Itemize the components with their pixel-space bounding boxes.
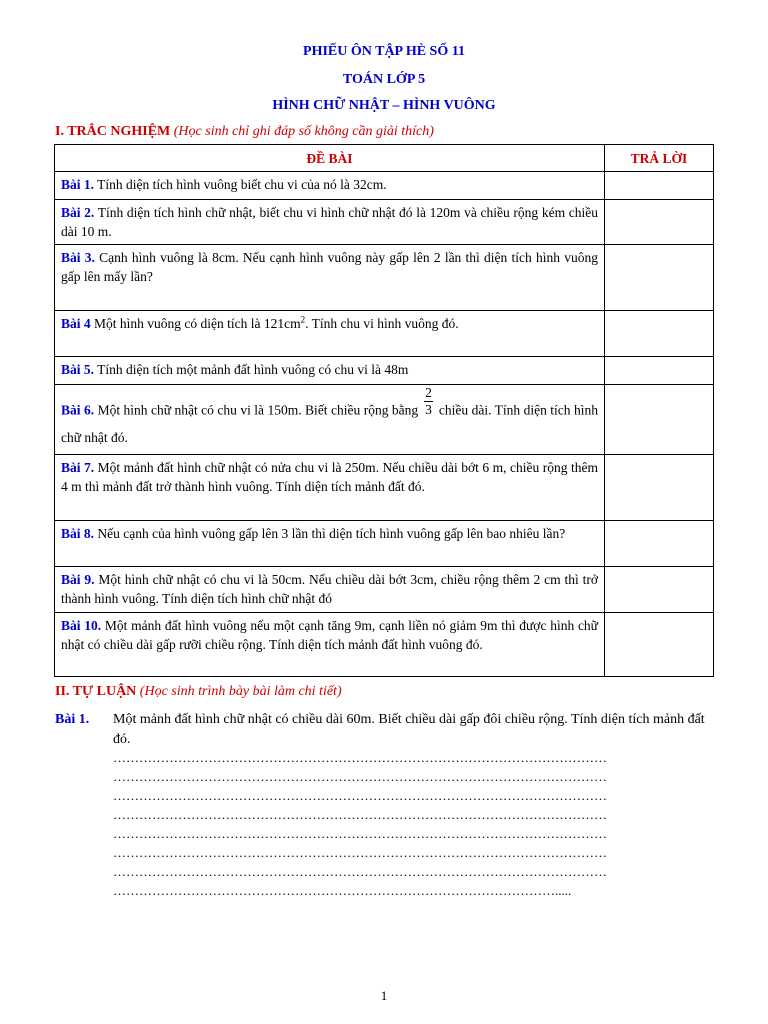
- question-text: Tính diện tích hình chữ nhật, biết chu vi hình chữ nhật đó là 120m và chiều rộng kém chiều dài 10 m.: [61, 205, 598, 239]
- question-cell: [55, 357, 605, 385]
- question-cell: [55, 172, 605, 200]
- question-label: Bài 2.: [61, 205, 95, 220]
- question-label: Bài 9.: [61, 572, 95, 587]
- question-cell: [55, 567, 605, 613]
- question-text: Cạnh hình vuông là 8cm. Nếu cạnh hình vuông này gấp lên 2 lần thì diện tích hình vuông gấp lên mấy lần?: [61, 250, 598, 284]
- section-2-title: II. TỰ LUẬN: [55, 684, 137, 699]
- essay-question: [55, 710, 715, 747]
- table-header-row: [55, 145, 714, 172]
- section-1-note: (Học sinh chỉ ghi đáp số không cần giải thích): [173, 124, 434, 139]
- question-text: Tính diện tích hình vuông biết chu vi của nó là 32cm.: [97, 177, 387, 192]
- answer-line[interactable]: ……………………………………………………………………………………………………: [113, 807, 607, 822]
- essay-text: Một mảnh đất hình chữ nhật có chiều dài 60m. Biết chiều dài gấp đôi chiều rộng. Tính diện tích mảnh đất đó.: [113, 712, 705, 747]
- column-header-question: ĐỀ BÀI: [55, 145, 605, 172]
- question-cell: [55, 455, 605, 521]
- table-row: [55, 245, 714, 311]
- answer-line[interactable]: ……………………………………………………………………………………………………: [113, 788, 607, 803]
- table-row: [55, 200, 714, 245]
- answer-cell[interactable]: [605, 311, 714, 357]
- question-label: Bài 5.: [61, 362, 95, 377]
- answer-line[interactable]: ……………………………………………………………………………………………………: [113, 864, 607, 879]
- question-text-b: chiều dài. Tính diện tích hình chữ nhật đó.: [61, 402, 599, 445]
- answer-line[interactable]: ……………………………………………………………………………………………………: [113, 750, 607, 765]
- table-row: [55, 311, 714, 357]
- answer-cell[interactable]: [605, 357, 714, 385]
- section-1-heading: [55, 124, 434, 140]
- table-row: [55, 357, 714, 385]
- answer-cell[interactable]: [605, 245, 714, 311]
- column-header-answer: TRẢ LỜI: [605, 145, 714, 172]
- question-text: Tính diện tích một mảnh đất hình vuông có chu vi là 48m: [97, 362, 409, 377]
- answer-cell[interactable]: [605, 567, 714, 613]
- essay-label: Bài 1.: [55, 712, 90, 727]
- answer-line-last[interactable]: ………………………………………………………………………………………….....: [113, 883, 572, 898]
- answer-line[interactable]: ……………………………………………………………………………………………………: [113, 826, 607, 841]
- table-row: [55, 455, 714, 521]
- question-label: Bài 6.: [61, 402, 95, 418]
- table-row: [55, 613, 714, 677]
- table-row: [55, 172, 714, 200]
- question-text: Một mảnh đất hình vuông nếu một cạnh tăng 9m, cạnh liền nó giảm 9m thì được hình chữ nhật có chiều dài gấp rưỡi chiều rộng. Tính diện tích mảnh đất hình vuông đó.: [61, 618, 599, 652]
- question-cell: [55, 521, 605, 567]
- answer-cell[interactable]: [605, 521, 714, 567]
- question-text: Một hình chữ nhật có chu vi là 50cm. Nếu chiều dài bớt 3cm, chiều rộng thêm 2 cm thì trở thành hình vuông. Tính diện tích hình chữ nhật đó: [61, 572, 599, 606]
- question-label: Bài 1.: [61, 177, 95, 192]
- answer-cell[interactable]: [605, 613, 714, 677]
- question-cell: [55, 311, 605, 357]
- section-2-heading: [55, 684, 342, 700]
- superscript: 2: [300, 314, 306, 325]
- section-1-title: I. TRẮC NGHIỆM: [55, 124, 171, 139]
- question-cell: [55, 385, 605, 455]
- question-text: Một mảnh đất hình chữ nhật có nửa chu vi là 250m. Nếu chiều dài bớt 6 m, chiều rộng thêm 4 m thì mảnh đất trở thành hình vuông. Tính diện tích mảnh đất đó.: [61, 460, 598, 494]
- table-row: [55, 385, 714, 455]
- title-line-3: HÌNH CHỮ NHẬT – HÌNH VUÔNG: [272, 98, 496, 113]
- question-text: Nếu cạnh của hình vuông gấp lên 3 lần thì diện tích hình vuông gấp lên bao nhiêu lần?: [97, 526, 566, 541]
- question-cell: [55, 245, 605, 311]
- question-label: Bài 3.: [61, 250, 95, 265]
- fraction: [424, 385, 433, 418]
- answer-cell[interactable]: [605, 385, 714, 455]
- question-table: [54, 144, 714, 677]
- section-2-note: (Học sinh trình bày bài làm chi tiết): [139, 684, 342, 699]
- answer-cell[interactable]: [605, 172, 714, 200]
- table-row: [55, 521, 714, 567]
- answer-line[interactable]: ……………………………………………………………………………………………………: [113, 845, 607, 860]
- question-text-a: Một hình chữ nhật có chu vi là 150m. Biết chiều rộng bằng: [97, 402, 419, 418]
- page-number: 1: [380, 988, 388, 1003]
- table-row: [55, 567, 714, 613]
- question-cell: [55, 613, 605, 677]
- fraction-denominator: 3: [425, 402, 432, 417]
- title-line-1: PHIẾU ÔN TẬP HÈ SỐ 11: [303, 44, 465, 59]
- question-text: Một hình vuông có diện tích là $121cm^2$. Tính chu vi hình vuông đó.: [94, 314, 459, 331]
- question-cell: [55, 200, 605, 245]
- answer-line[interactable]: ……………………………………………………………………………………………………: [113, 769, 607, 784]
- question-label: Bài 7.: [61, 460, 95, 475]
- answer-cell[interactable]: [605, 200, 714, 245]
- title-line-2: TOÁN LỚP 5: [342, 72, 426, 87]
- question-label: Bài 8.: [61, 526, 95, 541]
- answer-cell[interactable]: [605, 455, 714, 521]
- question-label: Bài 10.: [61, 618, 102, 633]
- fraction-numerator: 2: [425, 385, 432, 400]
- question-label: Bài 4: [61, 316, 91, 331]
